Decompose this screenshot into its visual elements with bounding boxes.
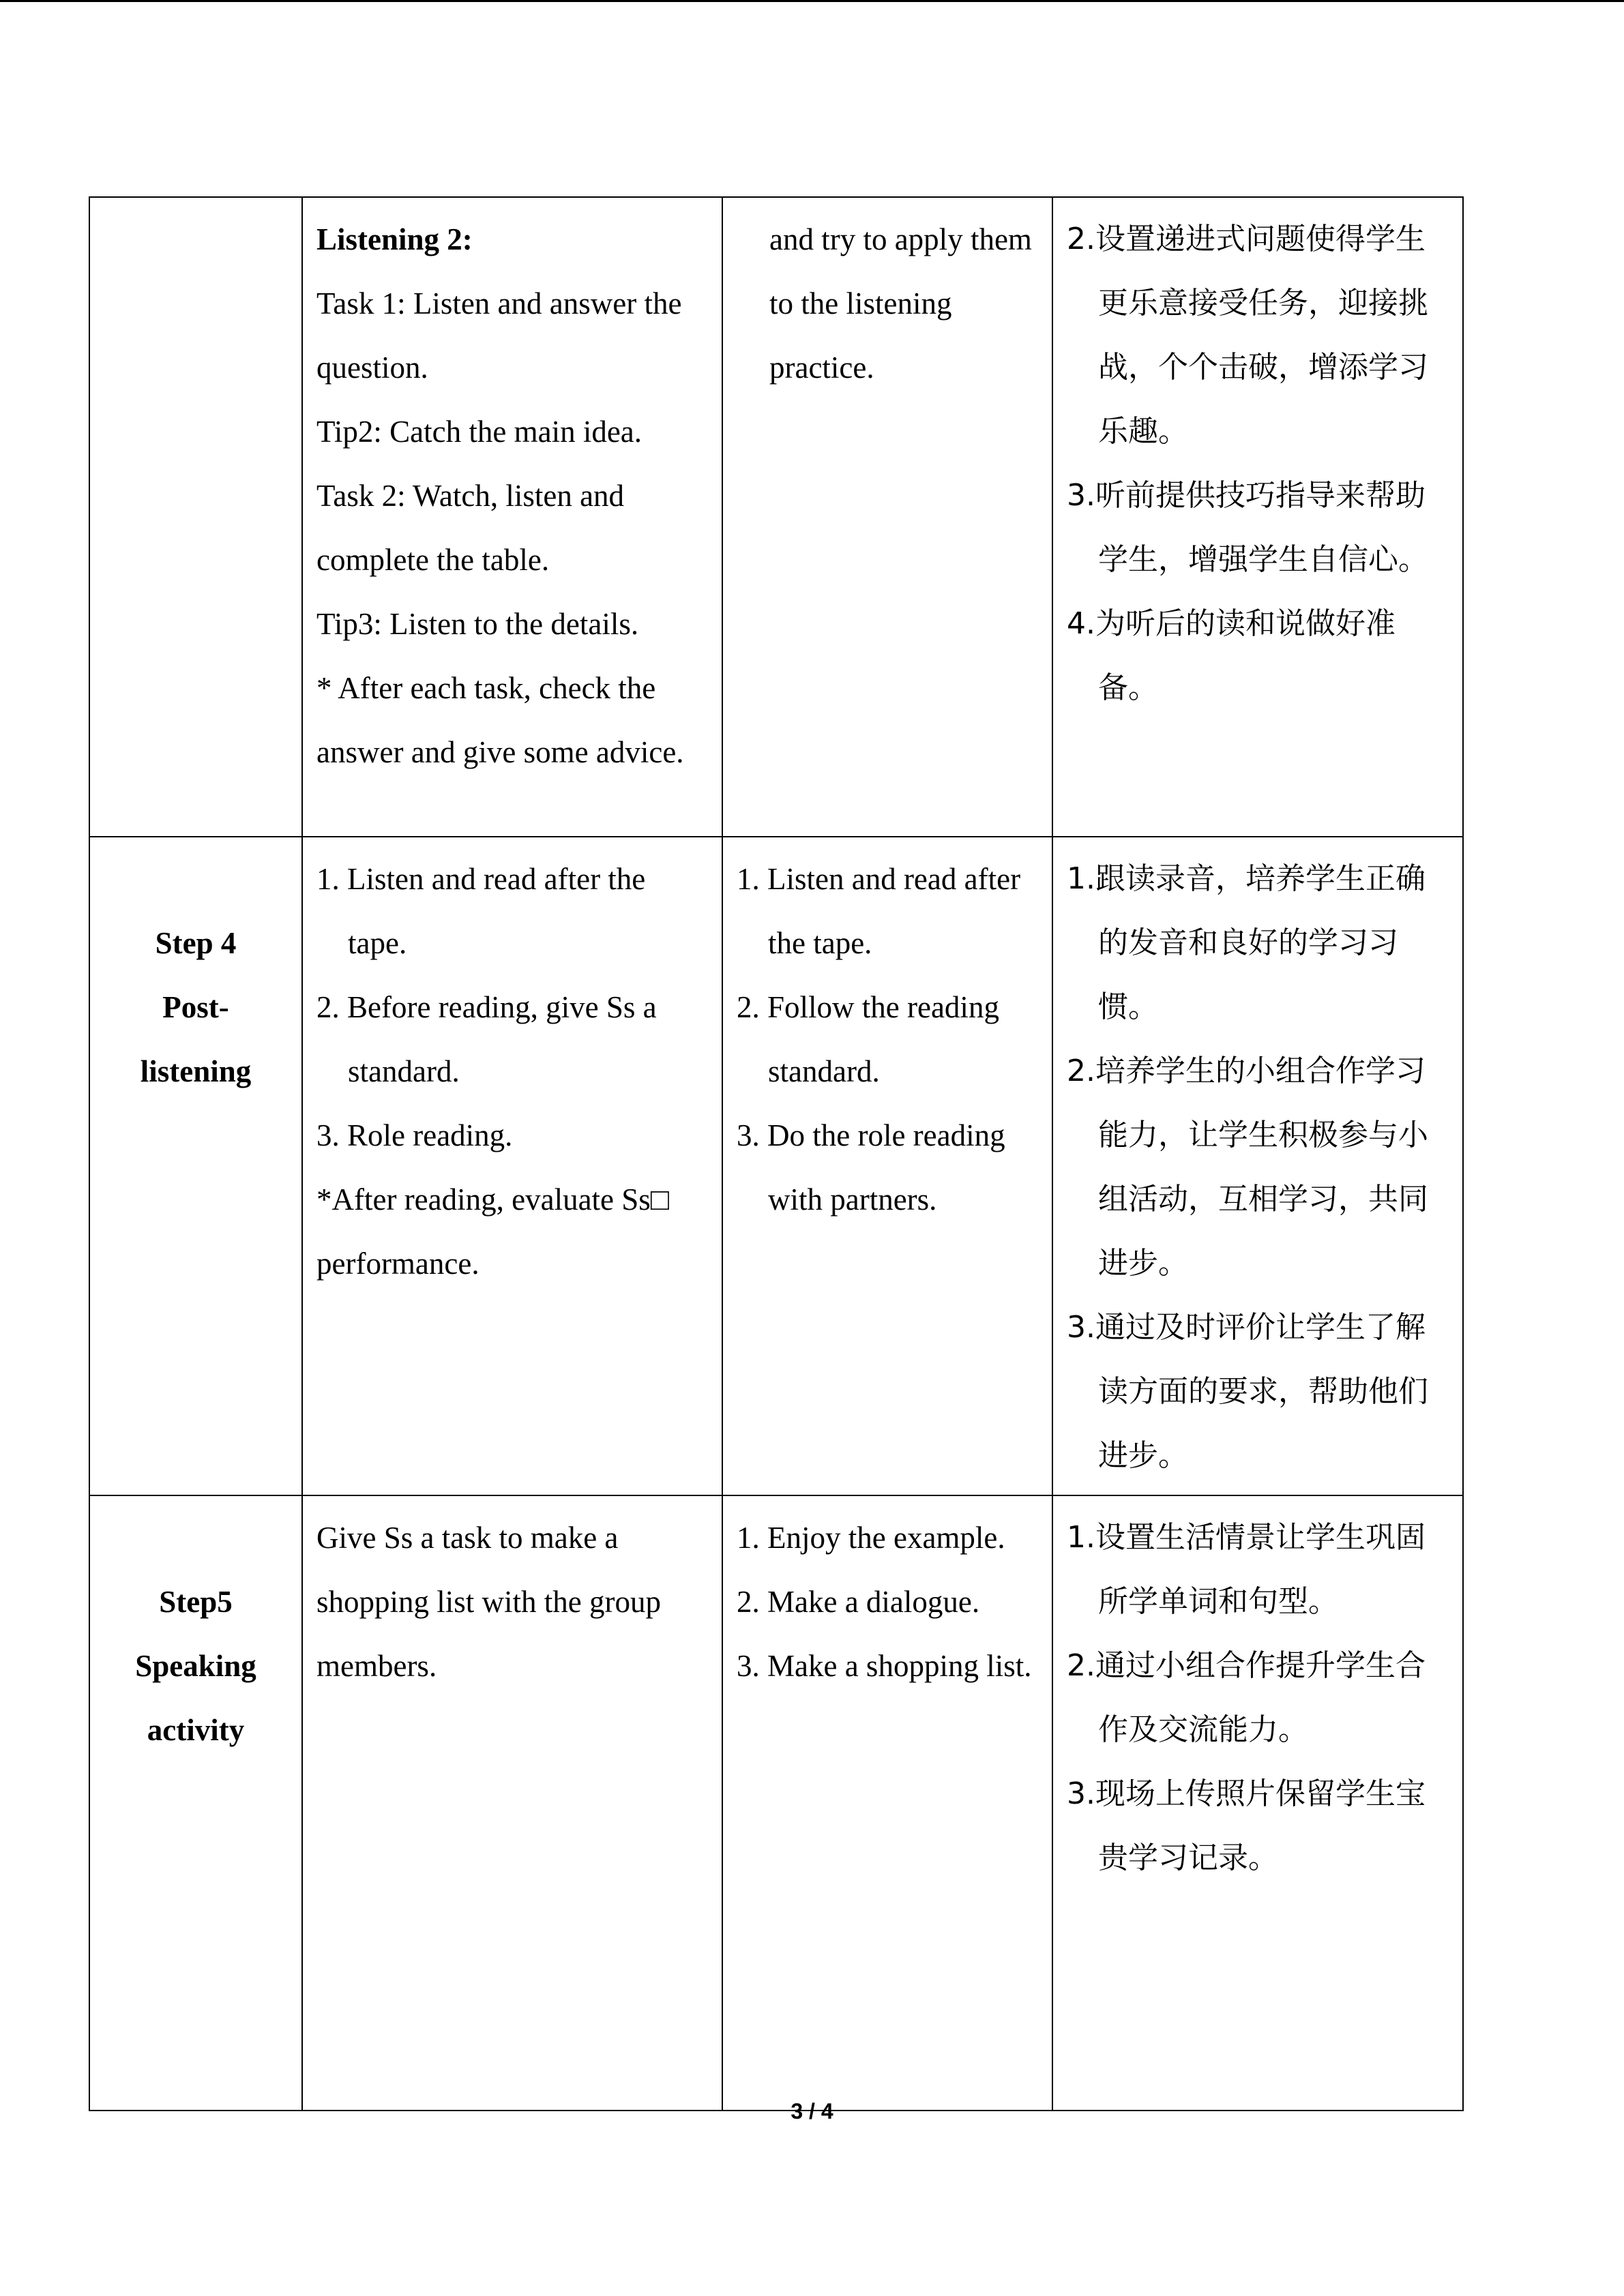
- teacher-item: 3. Role reading.: [316, 1118, 513, 1152]
- purpose-item: 3.听前提供技巧指导来帮助学生，增强学生自信心。: [1067, 478, 1428, 577]
- teacher-activity-cell: [302, 197, 722, 837]
- design-purpose-cell: [1052, 197, 1463, 837]
- purpose-item: 2.培养学生的小组合作学习能力，让学生积极参与小组活动，互相学习，共同进步。: [1067, 1054, 1428, 1281]
- student-item: 1. Listen and read after the tape.: [737, 862, 1021, 960]
- table-row-step-5: [89, 1495, 1463, 2111]
- student-item: 3. Make a shopping list.: [737, 1649, 1032, 1683]
- student-item: 1. Enjoy the example.: [737, 1521, 1005, 1555]
- teacher-line: Task 2: Watch, listen and complete the table.: [316, 479, 625, 577]
- student-line: and try to apply them to the listening practice.: [769, 222, 1032, 385]
- step-label: Step 4: [155, 926, 237, 960]
- design-purpose-cell: [1052, 1495, 1463, 2111]
- student-activity-cell: [722, 837, 1052, 1495]
- step-cell-empty: [89, 197, 302, 837]
- design-purpose-cell: [1052, 837, 1463, 1495]
- teacher-heading: Listening 2:: [316, 222, 473, 256]
- student-item: 2. Follow the reading standard.: [737, 990, 999, 1088]
- purpose-item: 1.跟读录音，培养学生正确的发音和良好的学习习惯。: [1067, 861, 1426, 1024]
- top-border-line: [0, 0, 1624, 2]
- student-activity-cell: [722, 197, 1052, 837]
- step-label: Speaking: [135, 1649, 256, 1683]
- step-label: listening: [140, 1054, 252, 1088]
- teacher-item: 1. Listen and read after the tape.: [316, 862, 646, 960]
- teacher-text: Give Ss a task to make a shopping list with the group members.: [316, 1521, 661, 1683]
- teacher-activity-cell: [302, 1495, 722, 2111]
- student-item: 3. Do the role reading with partners.: [737, 1118, 1005, 1217]
- step-label: Post-: [162, 990, 229, 1024]
- step-label: activity: [147, 1713, 245, 1747]
- purpose-item: 4.为听后的读和说做好准备。: [1067, 606, 1396, 705]
- teacher-item: 2. Before reading, give Ss a standard.: [316, 990, 657, 1088]
- table-row-step-4: [89, 837, 1463, 1495]
- teacher-line: Task 1: Listen and answer the question.: [316, 286, 682, 385]
- lesson-plan-table: [89, 196, 1464, 2111]
- teacher-line: Tip2: Catch the main idea.: [316, 415, 643, 449]
- purpose-item: 1.设置生活情景让学生巩固所学单词和句型。: [1067, 1520, 1426, 1619]
- teacher-line: * After each task, check the answer and give some advice.: [316, 671, 684, 769]
- purpose-item: 3.现场上传照片保留学生宝贵学习记录。: [1067, 1776, 1426, 1875]
- teacher-activity-cell: [302, 837, 722, 1495]
- step-label-cell: [89, 837, 302, 1495]
- teacher-item: *After reading, evaluate Ss□ performance.: [316, 1182, 669, 1281]
- purpose-item: 2.通过小组合作提升学生合作及交流能力。: [1067, 1648, 1426, 1747]
- purpose-item: 2.设置递进式问题使得学生更乐意接受任务，迎接挑战，个个击破，增添学习乐趣。: [1067, 222, 1428, 449]
- student-item: 2. Make a dialogue.: [737, 1585, 980, 1619]
- student-activity-cell: [722, 1495, 1052, 2111]
- purpose-item: 3.通过及时评价让学生了解读方面的要求，帮助他们进步。: [1067, 1310, 1428, 1473]
- table-row-listening-2: [89, 197, 1463, 837]
- page-number: 3 / 4: [791, 2099, 833, 2123]
- teacher-line: Tip3: Listen to the details.: [316, 607, 639, 641]
- step-label: Step5: [159, 1585, 233, 1619]
- step-label-cell: [89, 1495, 302, 2111]
